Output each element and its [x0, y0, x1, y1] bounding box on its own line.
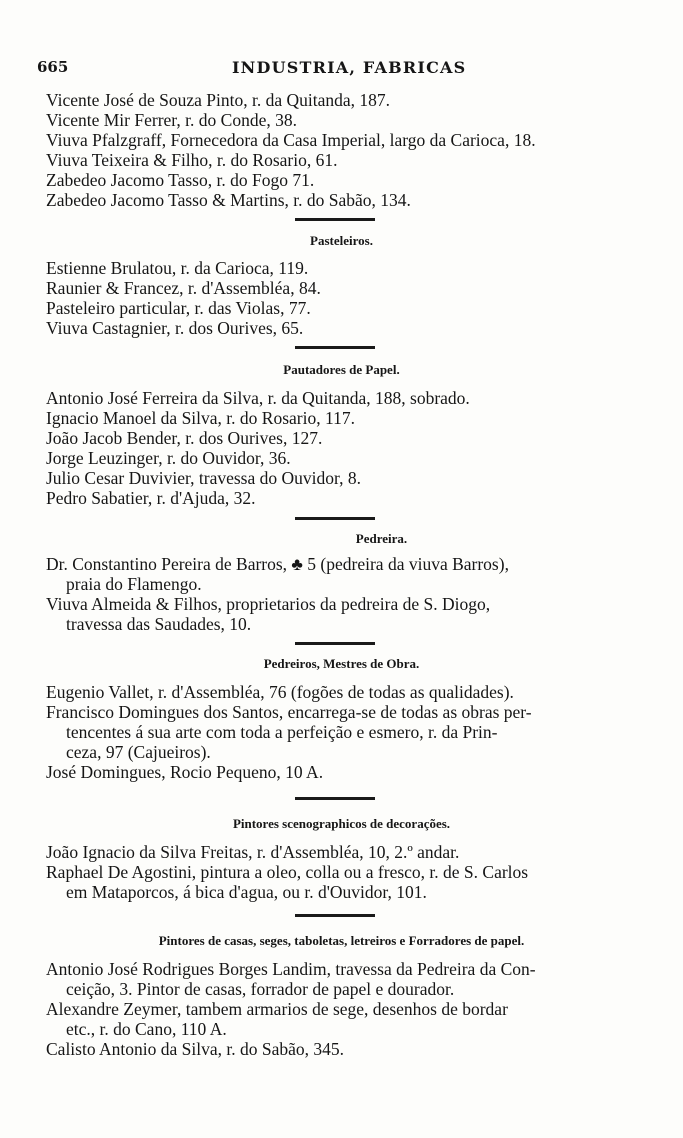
section-heading-pintores-scenographicos: Pintores scenographicos de decorações. [232, 816, 451, 831]
section-heading-pautadores: Pautadores de Papel. [283, 362, 400, 377]
entry-line: Calisto Antonio da Silva, r. do Sabão, 345. [46, 1039, 344, 1059]
entry-line: etc., r. do Cano, 110 A. [66, 1019, 227, 1039]
entry-line: Antonio José Ferreira da Silva, r. da Quitanda, 188, sobrado. [46, 388, 470, 408]
section-heading-pintores-casas: Pintores de casas, seges, taboletas, letreiros e Forradores de papel. [158, 933, 525, 948]
entry-line: Viuva Almeida & Filhos, proprietarios da pedreira de S. Diogo, [46, 594, 491, 614]
entry-line: Dr. Constantino Pereira de Barros, ♣ 5 (pedreira da viuva Barros), [46, 554, 509, 574]
entry-line: tencentes á sua arte com toda a perfeição e esmero, r. da Prin- [66, 722, 498, 742]
entry-line: João Ignacio da Silva Freitas, r. d'Assembléa, 10, 2.º andar. [46, 842, 460, 862]
entry-line: Raphael De Agostini, pintura a oleo, colla ou a fresco, r. de S. Carlos [46, 862, 529, 882]
entry-line: João Jacob Bender, r. dos Ourives, 127. [46, 428, 323, 448]
entry-line: ceza, 97 (Cajueiros). [66, 742, 211, 762]
section-heading-pedreiros: Pedreiros, Mestres de Obra. [263, 656, 420, 671]
entry-line: Raunier & Francez, r. d'Assembléa, 84. [46, 278, 321, 298]
entry-line: Julio Cesar Duvivier, travessa do Ouvidor, 8. [46, 468, 361, 488]
running-header [37, 58, 647, 78]
section-heading-pedreira: Pedreira. [355, 531, 408, 546]
section-divider [295, 517, 375, 520]
entry-line: Vicente José de Souza Pinto, r. da Quitanda, 187. [46, 90, 391, 110]
entry-line: Eugenio Vallet, r. d'Assembléa, 76 (fogões de todas as qualidades). [46, 682, 514, 702]
entry-line: Alexandre Zeymer, tambem armarios de sege, desenhos de bordar [46, 999, 508, 1019]
entry-line: Zabedeo Jacomo Tasso, r. do Fogo 71. [46, 170, 315, 190]
entry-line: Viuva Pfalzgraff, Fornecedora da Casa Imperial, largo da Carioca, 18. [46, 130, 536, 150]
entry-line: José Domingues, Rocio Pequeno, 10 A. [46, 762, 324, 782]
entry-line: Estienne Brulatou, r. da Carioca, 119. [46, 258, 309, 278]
entry-line: Antonio José Rodrigues Borges Landim, travessa da Pedreira da Con- [46, 959, 536, 979]
section-divider [295, 914, 375, 917]
entry-line: Ignacio Manoel da Silva, r. do Rosario, 117. [46, 408, 355, 428]
entry-line: Zabedeo Jacomo Tasso & Martins, r. do Sabão, 134. [46, 190, 411, 210]
entry-line: Jorge Leuzinger, r. do Ouvidor, 36. [46, 448, 291, 468]
page-number: 665 [37, 58, 69, 76]
entry-line: ceição, 3. Pintor de casas, forrador de papel e dourador. [66, 979, 455, 999]
entry-line: travessa das Saudades, 10. [66, 614, 252, 634]
page-title: INDUSTRIA, FABRICAS [232, 58, 467, 77]
section-divider [295, 642, 375, 645]
entry-line: Viuva Teixeira & Filho, r. do Rosario, 61. [46, 150, 338, 170]
entry-line: Viuva Castagnier, r. dos Ourives, 65. [46, 318, 304, 338]
entry-line: praia do Flamengo. [66, 574, 202, 594]
entry-line: em Mataporcos, á bica d'agua, ou r. d'Ouvidor, 101. [66, 882, 427, 902]
section-divider [295, 218, 375, 221]
section-divider [295, 797, 375, 800]
entry-line: Francisco Domingues dos Santos, encarrega-se de todas as obras per- [46, 702, 532, 722]
entry-line: Vicente Mir Ferrer, r. do Conde, 38. [46, 110, 297, 130]
entry-line: Pasteleiro particular, r. das Violas, 77. [46, 298, 311, 318]
entry-line: Pedro Sabatier, r. d'Ajuda, 32. [46, 488, 256, 508]
section-heading-pasteleiros: Pasteleiros. [310, 233, 373, 248]
section-divider [295, 346, 375, 349]
